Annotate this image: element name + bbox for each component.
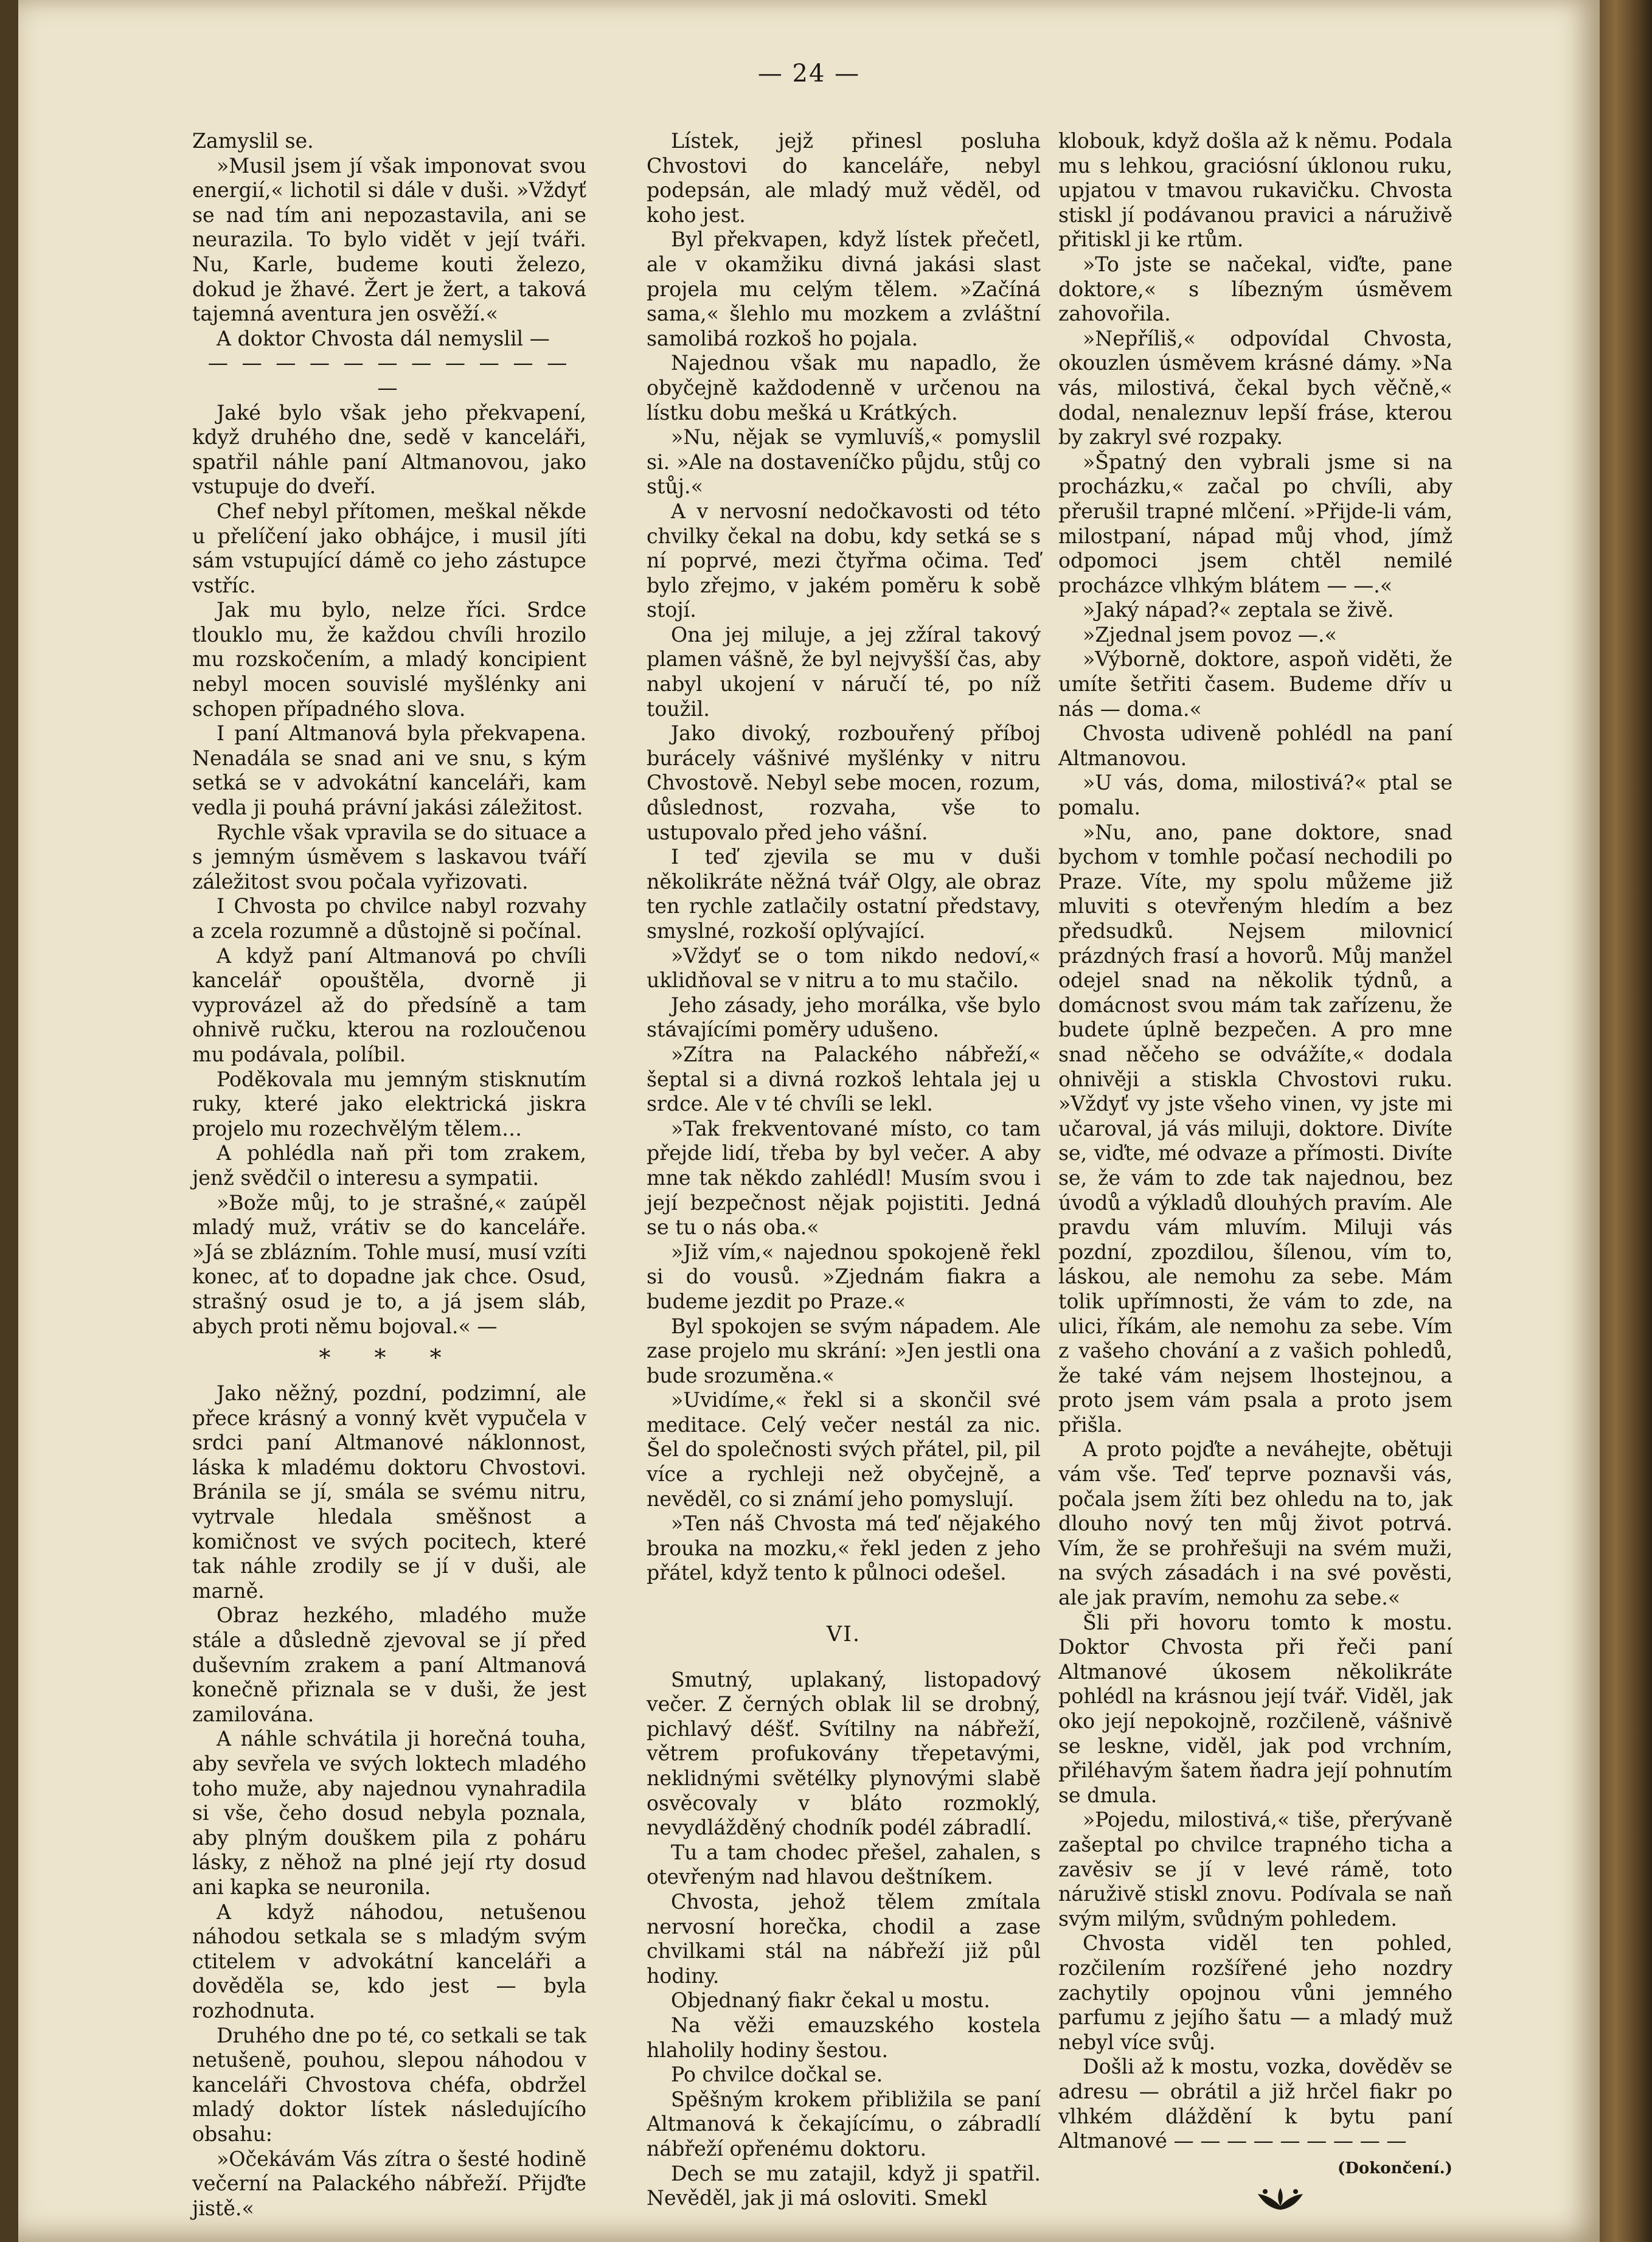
paragraph: Lístek, jejž přinesl posluha Chvostovi do kanceláře, nebyl podepsán, ale mladý muž věděl, od koho jest. [647,129,1041,227]
paragraph: Ona jej miluje, a jej zžíral takový plamen vášně, že byl nejvyšší čas, aby nabyl ukojení v náručí té, po níž toužil. [647,622,1041,721]
paragraph: Jaké bylo však jeho překvapení, když druhého dne, sedě v kanceláři, spatřil náhle paní Altmanovou, jako vstupuje do dveří. [192,400,586,499]
paragraph: »U vás, doma, milostivá?« ptal se pomalu. [1058,771,1452,820]
paragraph: »Nepříliš,« odpovídal Chvosta, okouzlen úsměvem krásné dámy. »Na vás, milostivá, čekal bych věčně,« dodal, nenaleznuv lepší fráse, kterou by zakryl své rozpaky. [1058,326,1452,449]
paragraph: I teď zjevila se mu v duši několikráte něžná tvář Olgy, ale obraz ten rychle zatlačily ostatní představy, smyslné, rozkoší oplývající. [647,845,1041,943]
paragraph: I paní Altmanová byla překvapena. Nenadála se snad ani ve snu, s kým setká se v advokátní kanceláři, kam vedla ji pouhá právní jakási záležitost. [192,721,586,820]
paragraph: »Tak frekventované místo, co tam přejde lidí, třeba by byl večer. A aby mne tak někdo zahlédl! Musím svou i její bezpečnost nějak pojistiti. Jedná se tu o nás oba.« [647,1116,1041,1240]
paragraph: Druhého dne po té, co setkali se tak netušeně, pouhou, slepou náhodou v kanceláři Chvostova chéfa, obdržel mladý doktor lístek následujícího obsahu: [192,2023,586,2146]
paragraph: »Zjednal jsem povoz —.« [1083,622,1337,647]
paragraph: A když paní Altmanová po chvíli kancelář opouštěla, dvorně ji vyprovázel až do předsíně a tam ohnivě ručku, kterou na rozloučenou mu podávala, políbil. [192,943,586,1066]
paragraph: »Výborně, doktore, aspoň viděti, že umíte šetřiti časem. Budeme dřív u nás — doma.« [1058,647,1452,721]
paragraph: Chvosta, jehož tělem zmítala nervosní horečka, chodil a zase chvilkami stál na nábřeží již půl hodiny. [647,1889,1041,1988]
paragraph: klobouk, když došla až k němu. Podala mu s lehkou, graciósní úklonou ruku, upjatou v tmavou rukavičku. Chvosta stiskl jí podávanou pravici a náruživě přitiskl ji ke rtům. [1058,129,1452,252]
paragraph: »Musil jsem jí však imponovat svou energií,« lichotil si dále v duši. »Vždyť se nad tím ani nepozastavila, ani se neurazila. To bylo vidět v její tváři. Nu, Karle, budeme kouti železo, dokud je žhavé. Žert je žert, a taková tajemná aventura jen osvěží.« [192,153,586,326]
paragraph: Rychle však vpravila se do situace a s jemným úsměvem s laskavou tváří záležitost svou počala vyřizovati. [192,820,586,894]
paragraph: »Pojedu, milostivá,« tiše, přerývaně zašeptal po chvilce trapného ticha a zavěsiv se jí v levé rámě, toto náruživě stiskl znovu. Podívala se naň svým milým, svůdným pohledem. [1058,1808,1452,1931]
paragraph: Jako něžný, pozdní, podzimní, ale přece krásný a vonný květ vypučela v srdci paní Altmanové náklonnost, láska k mladému doktoru Chvostovi. Bránila se jí, smála se svému nitru, vytrvale hledala směšnost a komičnost ve svých pocitech, které tak náhle zrodily se jí v duši, ale marně. [192,1381,586,1603]
paragraph: »To jste se načekal, viďte, pane doktore,« s líbezným úsměvem zahovořila. [1058,252,1452,326]
chapter-heading: VI. [826,1622,861,1647]
paragraph: »Vždyť se o tom nikdo nedoví,« uklidňoval se v nitru a to mu stačilo. [647,943,1041,993]
page-number: — 24 — [757,60,861,88]
paragraph: Chvosta viděl ten pohled, rozčilením rozšířené jeho nozdry zachytily opojnou vůni jemného parfumu z jejího šatu — a mladý muž nebyl více svůj. [1058,1931,1452,2054]
paragraph: »Nu, nějak se vymluvíš,« pomyslil si. »Ale na dostaveníčko půjdu, stůj co stůj.« [647,425,1041,499]
paragraph: Obraz hezkého, mladého muže stále a důsledně zjevoval se jí před duševním zrakem a paní Altmanová konečně přiznala se v duši, že jest zamilována. [192,1603,586,1726]
paragraph: A náhle schvátila ji horečná touha, aby sevřela ve svých loktech mladého toho muže, aby najednou vynahradila si vše, čeho dosud nebyla poznala, aby plným douškem pila z poháru lásky, z něhož na plné její rty dosud ani kapka se neuronila. [192,1727,586,1899]
paragraph: »Uvidíme,« řekl si a skončil své meditace. Celý večer nestál za nic. Šel do společnosti svých přátel, pil, pil více a rychleji než obyčejně, a nevěděl, co si známí jeho pomyslují. [647,1388,1041,1511]
section-break-stars: * * * [319,1344,460,1372]
continuation-note: (Dokončení.) [1338,2159,1452,2178]
paragraph: Na věži emauzského kostela hlaholily hodiny šestou. [647,2013,1041,2062]
paragraph: A pohlédla naň při tom zrakem, jenž svědčil o interesu a sympatii. [192,1141,586,1190]
paragraph: »Špatný den vybrali jsme si na procházku,« začal po chvíli, aby přerušil trapné mlčení. »Přijde-li vám, milostpaní, nápad můj vhod, jímž odpomoci jsem chtěl nemilé procházce vlhkým blátem — —.« [1058,449,1452,597]
book-spine [1600,0,1652,2242]
paragraph: Byl spokojen se svým nápadem. Ale zase projelo mu skrání: »Jen jestli ona bude srozuměna.« [647,1314,1041,1387]
paragraph: Tu a tam chodec přešel, zahalen, s otevřeným nad hlavou deštníkem. [647,1840,1041,1889]
paragraph: »Ten náš Chvosta má teď nějakého brouka na mozku,« řekl jeden z jeho přátel, když tento k půlnoci odešel. [647,1511,1041,1585]
paragraph: »Již vím,« najednou spokojeně řekl si do vousů. »Zjednám fiakra a budeme jezdit po Praze.« [647,1240,1041,1313]
paragraph: Jako divoký, rozbouřený příboj burácely vášnivé myšlénky v nitru Chvostově. Nebyl sebe mocen, rozum, důslednost, rozvaha, vše to ustupovalo před jeho vášní. [647,721,1041,844]
paragraph: Smutný, uplakaný, listopadový večer. Z černých oblak lil se drobný, pichlavý déšť. Svítilny na nábřeží, větrem profukovány třepetavými, neklidnými světélky plynovými slabě osvěcovaly v bláto rozmoklý, nevydlážděný chodník podél zábradlí. [647,1667,1041,1840]
paragraph: A proto pojďte a neváhejte, obětuji vám vše. Teď teprve poznavši vás, počala jsem žíti bez ohledu na to, jak dlouho nový ten můj život potrvá. Vím, že se prohřešuji na svém muži, na svých zásadách i na své pověsti, ale jak pravím, nemohu za sebe.« [1058,1437,1452,1610]
magazine-page [18,0,1600,2242]
paragraph: Došli až k mostu, vozka, dověděv se adresu — obrátil a již hrčel fiakr po vlhkém dláždění k bytu paní Altmanové — — — — — — — — — [1058,2055,1452,2153]
paragraph: »Nu, ano, pane doktore, snad bychom v tomhle počasí nechodili po Praze. Víte, my spolu můžeme již mluviti s otevřeným hledím a bez předsudků. Nejsem milovnicí prázdných frasí a hovorů. Můj manžel odejel snad na několik týdnů, a domácnost svou mám tak zařízenu, že budete úplně bezpečen. A pro mne snad něčeho se odvážíte,« dodala ohnivěji a stiskla Chvostovi ruku. »Vždyť vy jste všeho vinen, vy jste mi učaroval, já vás miluji, doktore. Divíte se, viďte, mé odvaze a přímosti. Divíte se, že vám to zde tak najednou, bez úvodů a výkladů dlouhých pravím. Ale pravdu vám mluvím. Miluji vás pozdní, zpozdilou, šílenou, vím to, láskou, ale nemohu za sebe. Mám tolik upřímnosti, že vám to zde, na ulici, říkám, ale nemohu za sebe. Vím z vašeho chování a z vašich pohledů, že také vám nejsem lhostejnou, a proto jsem vám psala a proto jsem přišla. [1058,820,1452,1437]
text-column-2 [647,129,1041,2211]
paragraph: Dech se mu zatajil, když ji spatřil. Nevěděl, jak ji má osloviti. Smekl [647,2161,1041,2210]
paragraph: Zamyslil se. [192,129,314,153]
paragraph: »Zítra na Palackého nábřeží,« šeptal si a divná rozkoš lehtala jej u srdce. Ale v té chvíli se lekl. [647,1042,1041,1116]
paragraph: Objednaný fiakr čekal u mostu. [671,1988,990,2013]
paragraph: A doktor Chvosta dál nemyslil — [217,326,550,350]
paragraph: Chvosta udiveně pohlédl na paní Altmanovou. [1058,721,1452,770]
paragraph: Jeho zásady, jeho morálka, vše bylo stávajícími poměry udušeno. [647,993,1041,1042]
paragraph: Po chvilce dočkal se. [671,2063,883,2087]
floral-ornament-icon [1253,2185,1308,2215]
paragraph: Jak mu bylo, nelze říci. Srdce tlouklo mu, že každou chvíli hrozilo mu rozskočením, a mladý koncipient nebyl mocen souvislé myšlénky ani schopen případného slova. [192,598,586,721]
paragraph: »Bože můj, to je strašné,« zaúpěl mladý muž, vrátiv se do kanceláře. »Já se zblázním. Tohle musí, musí vzíti konec, ať to dopadne jak chce. Osud, strašný osud je to, a já jsem sláb, abych proti němu bojoval.« — [192,1190,586,1338]
dash-separator: — — — — — — — — — — — — [207,351,571,400]
paragraph: Najednou však mu napadlo, že obyčejně každodenně v určenou na lístku dobu mešká u Krátkých. [647,351,1041,425]
paragraph: Šli při hovoru tomto k mostu. Doktor Chvosta při řeči paní Altmanové úkosem několikráte pohlédl na krásnou její tvář. Viděl, jak oko její nepokojně, rozčileně, vášnivě se leskne, viděl, jak pod vrchním, přiléhavým šatem ňadra její pohnutím se dmula. [1058,1610,1452,1807]
paragraph: Byl překvapen, když lístek přečetl, ale v okamžiku divná jakási slast projela mu celým tělem. »Začíná sama,« šlehlo mu mozkem a zvláštní samolibá rozkoš ho pojala. [647,227,1041,350]
text-column-3 [1058,129,1452,2221]
paragraph: A když náhodou, netušenou náhodou setkala se s mladým svým ctitelem v advokátní kanceláři a dověděla se, kdo jest — byla rozhodnuta. [192,1900,586,2022]
paragraph: Chef nebyl přítomen, meškal někde u přelíčení jako obhájce, i musil jíti sám vstupující dámě co jeho zástupce vstříc. [192,499,586,597]
paragraph: »Jaký nápad?« zeptala se živě. [1083,598,1394,622]
text-column-1 [192,129,586,2221]
paragraph: A v nervosní nedočkavosti od této chvilky čekal na dobu, kdy setká se s ní poprvé, mezi čtyřma očima. Teď bylo zřejmo, v jakém poměru k sobě stojí. [647,499,1041,622]
paragraph: »Očekávám Vás zítra o šesté hodině večerní na Palackého nábřeží. Přijďte jistě.« [192,2147,586,2220]
paragraph: Poděkovala mu jemným stisknutím ruky, které jako elektrická jiskra projelo mu rozechvělým tělem… [192,1067,586,1140]
paragraph: I Chvosta po chvilce nabyl rozvahy a zcela rozumně a důstojně si počínal. [192,894,586,943]
paragraph: Spěšným krokem přibližila se paní Altmanová k čekajícímu, o zábradlí nábřeží opřenému doktoru. [647,2087,1041,2160]
